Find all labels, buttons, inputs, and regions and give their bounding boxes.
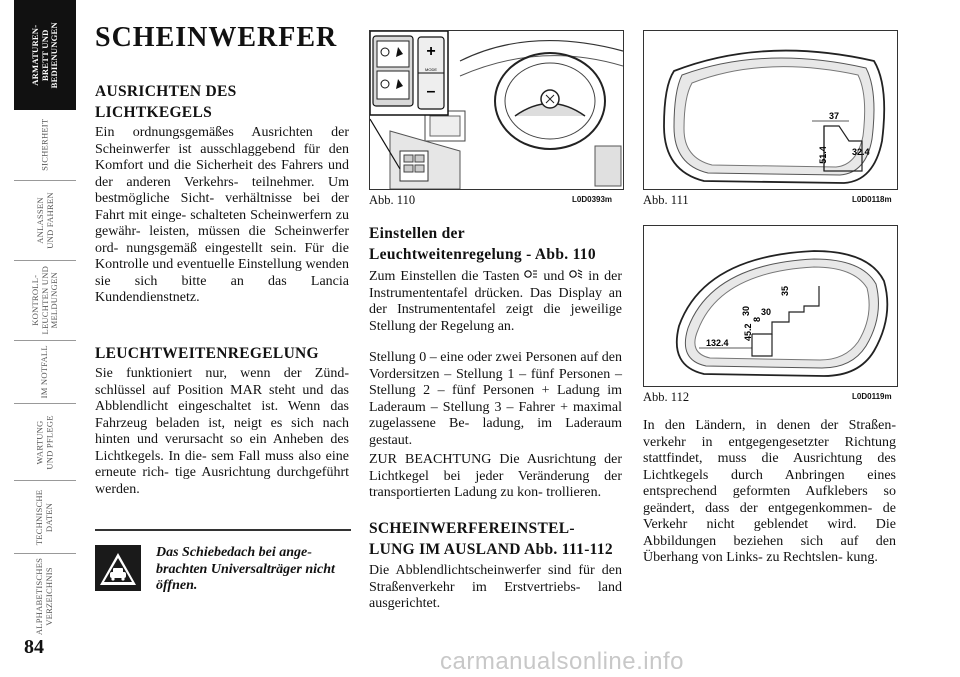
paragraph-einstellen: Zum Einstellen die Tasten und in der Instrumententafel drücken. Das Display an der Instrumententafel zeigt die jeweilige Stellung der Regelung an. [369, 269, 623, 334]
plus-label: + [426, 43, 436, 60]
heading-einstellen: Einstellen der Leuchtweitenregelung - Abb. 110 [369, 225, 596, 263]
fig-111-caption: Abb. 111 [643, 193, 689, 207]
tab-armaturenbrett[interactable]: ARMATUREN- BRETT UND BEDIENUNGEN [14, 0, 76, 110]
dim-30-b: 30 [761, 307, 772, 317]
page-number: 84 [24, 636, 44, 658]
figure-110 [369, 30, 624, 190]
paragraph-ausrichten: Ein ordnungsgemäßes Ausrichten der Scheinwerfer ist ausschlaggebend für den Komfort und die Sicherheit des Fahrers und der anderen Verkehrs- teilnehmer. Um bestmögliche Sicht- verhältnisse bei der Fahrt mit einge- schalteten Scheinwerfern zu gewähr- leisten, müssen die Scheinwerfer ord- nungsgemäß eingestellt sein. Für die Kontrolle und eventuelle Einstellung wenden sie sich bitte an das Lancia Kundendienstnetz. [95, 125, 349, 305]
heading-leuchtweitenregelung: LEUCHTWEITENREGELUNG [95, 345, 319, 362]
dim-35: 35 [780, 285, 790, 296]
paragraph-laender: In den Ländern, in denen der Straßen- verkehr in entgegengesetzter Richtung stattfindet, muss die Ausrichtung des Lichtkegels durch Anbringen eines entsprechend geformten Aufklebers so geändert, dass der entgegenkommen- de Verkehr nicht geblendet wird. Die Abbildungen beziehen sich auf den Überhang von Links- zu Rechtslen- kung. [643, 418, 896, 565]
dim-132-4: 132.4 [706, 338, 729, 348]
minus-label: – [426, 83, 436, 100]
tab-kontrollleuchten[interactable]: KONTROLL- LEUCHTEN UND MELDUNGEN [29, 266, 59, 335]
dim-45-2: 45.2 [743, 323, 753, 341]
heading-ausland: SCHEINWERFEREINSTEL- LUNG IM AUSLAND Abb. 111-112 [369, 520, 613, 558]
fig-110-code: L0D0393m [572, 195, 613, 204]
fig-112-code: L0D0119m [852, 392, 892, 401]
heading-ausrichten: AUSRICHTEN DES LICHTKEGELS [95, 83, 237, 121]
paragraph-zur-beachtung: ZUR BEACHTUNG Die Ausrichtung der Lichtkegel bei jeder Veränderung der transportierten Ladung zu kon- trollieren. [369, 452, 622, 500]
chapter-tabs [14, 0, 76, 640]
paragraph-ausland: Die Abblendlichtscheinwerfer sind für den Straßenverkehr im Erstvertriebs- land ausgerichtet. [369, 563, 622, 611]
headlight-sticker-diagram-rhd [644, 31, 897, 189]
warning-text: Das Schiebedach bei ange- brachten Universalträger nicht öffnen. [156, 545, 335, 593]
warning-icon [95, 545, 141, 591]
page-title: SCHEINWERFER [95, 22, 338, 53]
headlight-level-up-icon [524, 268, 538, 280]
tab-notfall[interactable]: IM NOTFALL [39, 345, 50, 399]
dim-32-4: 32.4 [852, 147, 870, 157]
warning-rule [95, 529, 351, 531]
fig-110-caption: Abb. 110 [369, 193, 416, 207]
site-watermark: carmanualsonline.info [440, 648, 684, 675]
tab-technische-daten[interactable]: TECHNISCHE DATEN [34, 489, 54, 545]
tab-sicherheit[interactable]: SICHERHEIT [39, 118, 50, 172]
headlight-level-down-icon [569, 268, 583, 280]
tab-wartung[interactable]: WARTUNG UND PFLEGE [34, 414, 54, 470]
dim-37: 37 [828, 111, 840, 121]
fig-112-caption: Abb. 112 [643, 390, 690, 404]
fig-111-code: L0D0118m [852, 195, 892, 204]
dim-8: 8 [752, 316, 762, 322]
paragraph-stellungen: Stellung 0 – eine oder zwei Personen auf den Vordersitzen – Stellung 1 – fünf Personen – Stellung 2 – fünf Personen + Ladung im Laderaum – Stellung 3 – Fahrer + maximal zugelassene Be- ladung, im Laderaum gestaut. [369, 350, 622, 448]
tab-anlassen[interactable]: ANLASSEN UND FAHREN [34, 192, 54, 249]
dim-30-a: 30 [741, 305, 751, 316]
paragraph-leuchtweitenregelung: Sie funktioniert nur, wenn der Zünd- schlüssel auf Position MAR steht und das Abblendlicht eingeschaltet ist. Wenn das Fahrzeug beladen ist, neigt es sich nach hinten und verursacht so ein Anheben des Lichtkegels. In die- sem Fall muss also eine erneute rich- tige Ausrichtung durchgeführt werden. [95, 366, 349, 497]
mode-label: MODE [425, 67, 437, 72]
headlight-sticker-diagram-lhd [644, 226, 897, 386]
dashboard-illustration [370, 31, 623, 189]
figure-112 [643, 225, 898, 387]
dim-51-4: 51.4 [818, 146, 828, 164]
tab-verzeichnis[interactable]: ALPHABETISCHES VERZEICHNIS [34, 557, 55, 635]
figure-111 [643, 30, 898, 190]
